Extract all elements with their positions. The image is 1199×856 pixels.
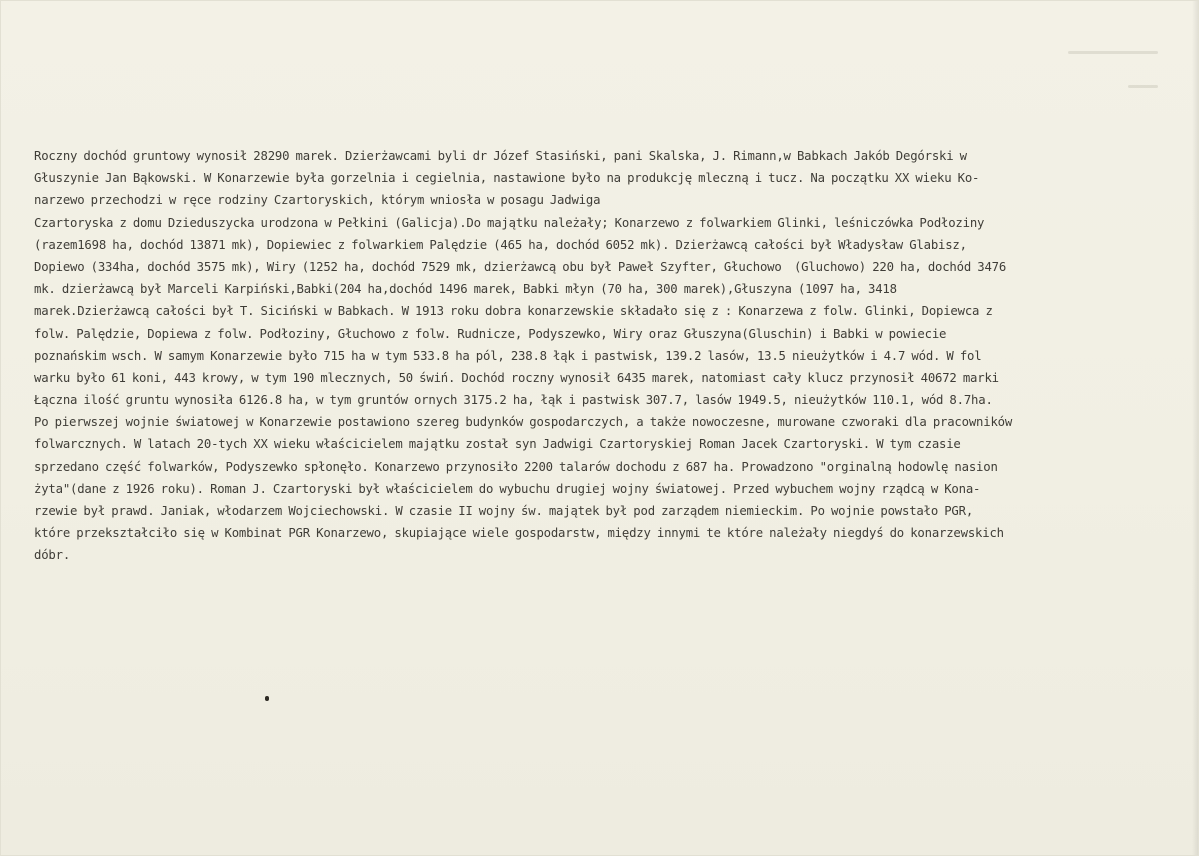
text-line: narzewo przechodzi w ręce rodziny Czartoryskich, którym wniosła w posagu Jadwiga <box>34 193 601 208</box>
text-line: mk. dzierżawcą był Marceli Karpiński,Babki(204 ha,dochód 1496 marek, Babki młyn (70 ha, 300 marek),Głuszyna (1097 ha, 3418 <box>34 282 897 297</box>
ink-dot <box>265 696 269 701</box>
text-line: folwarcznych. W latach 20-tych XX wieku właścicielem majątku został syn Jadwigi Czartoryskiej Roman Jacek Czartoryski. W tym czasie <box>34 437 961 452</box>
text-line: rzewie był prawd. Janiak, włodarzem Wojciechowski. W czasie II wojny św. majątek był pod zarządem niemieckim. Po wojnie powstało PGR, <box>34 504 974 518</box>
text-line: Roczny dochód gruntowy wynosił 28290 marek. Dzierżawcami byli dr Józef Stasiński, pani Skalska, J. Rimann,w Babkach Jakób Degórski w <box>34 149 967 163</box>
faint-stroke <box>1128 85 1158 88</box>
text-line: Łączna ilość gruntu wynosiła 6126.8 ha, w tym gruntów ornych 3175.2 ha, łąk i pastwisk 307.7, lasów 1949.5, nieużytków 110.1, wód 8.7ha. <box>34 393 993 408</box>
text-line: Po pierwszej wojnie światowej w Konarzewie postawiono szereg budynków gospodarczych, a także nowoczesne, murowane czworaki dla pracowników <box>34 415 1013 430</box>
text-line: Dopiewo (334ha, dochód 3575 mk), Wiry (1252 ha, dochód 7529 mk, dzierżawcą obu był Paweł Szyfter, Głuchowo (Gluchowo) 220 ha, dochód 3476 <box>34 259 1007 274</box>
text-line: (razem1698 ha, dochód 13871 mk), Dopiewiec z folwarkiem Palędzie (465 ha, dochód 6052 mk). Dzierżawcą całości był Władysław Glabisz, <box>34 237 967 252</box>
faint-stroke <box>1068 51 1158 54</box>
text-line: sprzedano część folwarków, Podyszewko spłonęło. Konarzewo przynosiło 2200 talarów dochodu z 687 ha. Prowadzono "orginalną hodowlę nasion <box>34 459 998 474</box>
text-line: marek.Dzierżawcą całości był T. Siciński w Babkach. W 1913 roku dobra konarzewskie składało się z : Konarzewa z folw. Glinki, Dopiewca z <box>34 304 993 319</box>
text-line: dóbr. <box>34 548 71 563</box>
faint-bleedthrough-mark <box>1038 41 1158 101</box>
text-line: folw. Palędzie, Dopiewa z folw. Podłoziny, Głuchowo z folw. Rudnicze, Podyszewko, Wiry oraz Głuszyna(Gluschin) i Babki w powiecie <box>34 326 947 341</box>
typewritten-text-block <box>34 145 1189 567</box>
text-line: Głuszynie Jan Bąkowski. W Konarzewie była gorzelnia i cegielnia, nastawione było na produkcję mleczną i tucz. Na początku XX wieku Ko- <box>34 171 980 186</box>
text-line: Czartoryska z domu Dzieduszycka urodzona w Pełkini (Galicja).Do majątku należały; Konarzewo z folwarkiem Glinki, leśniczówka Podłoziny <box>34 215 985 230</box>
text-line: które przekształciło się w Kombinat PGR Konarzewo, skupiające wiele gospodarstw, między innymi te które należały niegdyś do konarzewskich <box>34 526 1004 541</box>
text-line: poznańskim wsch. W samym Konarzewie było 715 ha w tym 533.8 ha pól, 238.8 łąk i pastwisk, 139.2 lasów, 13.5 nieużytków i 4.7 wód. W fol <box>34 348 982 363</box>
text-line: żyta"(dane z 1926 roku). Roman J. Czartoryski był właścicielem do wybuchu drugiej wojny światowej. Przed wybuchem wojny rządcą w Kona- <box>34 481 981 496</box>
text-line: warku było 61 koni, 443 krowy, w tym 190 mlecznych, 50 świń. Dochód roczny wynosił 6435 marek, natomiast cały klucz przynosił 40672 marki <box>34 370 999 385</box>
